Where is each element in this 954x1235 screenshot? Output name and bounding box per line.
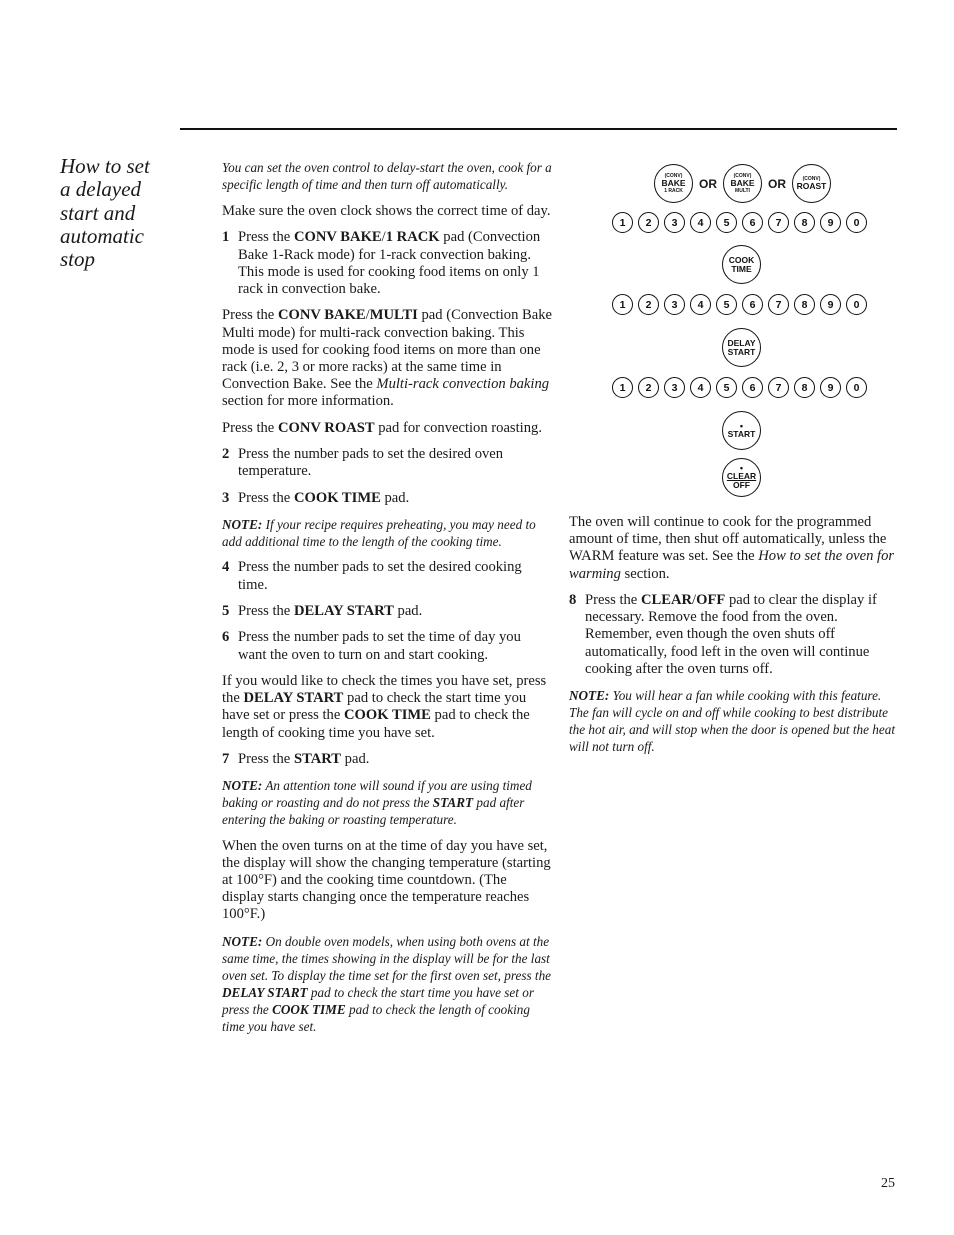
step-text: Press the number pads to set the desired oven temperature. [238,446,504,480]
heading-line: How to set [60,154,150,178]
display-text: When the oven turns on at the time of day you have set, the display will show the changing temperature (starting at 100°F) and the cooking time countdown. (The display starts changing once the temperature reaches 100°F.) [222,837,551,923]
heading-line: a delayed [60,177,142,202]
number-pad-9: 9 [820,212,841,233]
number-pad-1: 1 [612,294,633,315]
step-number: 7 [222,750,230,767]
heading-line: automatic [60,223,144,248]
continue-text: The oven will continue to cook for the programmed amount of time, then shut off automatically, unless the WARM feature was set. See the How to set the oven for warming section. [569,514,895,582]
step-number: 8 [569,592,577,608]
conv-bake-1-rack-pad: (CONV) BAKE 1 RACK [654,164,693,203]
number-pad-5: 5 [716,377,737,398]
number-pad-0: 0 [846,294,867,315]
page-number: 25 [881,1176,895,1191]
mode-pad-row [654,164,831,203]
number-pad-5: 5 [716,212,737,233]
number-pad-3: 3 [664,294,685,315]
step-2 [222,446,552,480]
number-pad-9: 9 [820,294,841,315]
note-attention-tone: NOTE: An attention tone will sound if you are using timed baking or roasting and do not press the START pad after entering the baking or roasting temperature. [222,778,532,828]
step-7 [222,751,552,768]
step-1 [222,229,552,298]
note-double-oven: NOTE: On double oven models, when using both ovens at the same time, the times showing in the display will be for the last oven set. To display the time set for the first oven set, press the DELAY START pad to check the start time you have set or press the COOK TIME pad to check the length of cooking time you have set. [222,933,552,1034]
step-text: Press the COOK TIME pad. [238,489,410,506]
right-column [569,514,899,764]
number-pad-6: 6 [742,294,763,315]
step-number: 4 [222,559,230,576]
number-pad-8: 8 [794,212,815,233]
step-number: 2 [222,446,230,463]
control-pad-illustration [612,162,872,502]
number-pad-4: 4 [690,377,711,398]
number-pad-3: 3 [664,212,685,233]
number-pad-8: 8 [794,377,815,398]
top-rule [180,128,897,130]
number-pad-1: 1 [612,377,633,398]
step-number: 1 [222,229,230,246]
number-pad-1: 1 [612,212,633,233]
intro-text: You can set the oven control to delay-start the oven, cook for a specific length of time and then turn off automatically. [222,160,552,192]
clear-off-pad: • CLEAR OFF [722,458,761,497]
step-text: Press the number pads to set the time of day you want the oven to turn on and start cooking. [238,629,521,663]
number-pad-6: 6 [742,212,763,233]
step-4 [222,559,552,593]
start-pad: • START [722,411,761,450]
step-1-multi: Press the CONV BAKE/MULTI pad (Convection Bake Multi mode) for multi-rack convection baking. This mode is used for cooking food items on more than one rack (i.e. 2, 3 or more racks) at the same time in Convection Bake. See the Multi-rack convection baking section for more information. [222,307,553,410]
step-number: 5 [222,602,230,619]
step-text: Press the START pad. [238,750,370,767]
number-pad-9: 9 [820,377,841,398]
step-1-roast: Press the CONV ROAST pad for convection roasting. [222,419,542,436]
heading-line: stop [60,247,96,272]
number-pad-6: 6 [742,377,763,398]
number-pad-3: 3 [664,377,685,398]
number-pad-2: 2 [638,294,659,315]
step-6 [222,629,552,663]
number-pad-7: 7 [768,377,789,398]
number-pad-8: 8 [794,294,815,315]
note-fan: NOTE: You will hear a fan while cooking with this feature. The fan will cycle on and off while cooking to best distribute the hot air, and will stop when the door is opened but the heat will not turn off. [569,688,896,755]
left-column [222,160,552,1044]
step-number: 3 [222,489,230,506]
conv-bake-multi-pad: (CONV) BAKE MULTI [723,164,762,203]
step-text: Press the CLEAR/OFF pad to clear the display if necessary. Remove the food from the oven. Remember, even though the oven shuts off automatically, food left in the oven will continue cooking after the oven turns off. [585,592,877,677]
or-label: OR [699,176,717,191]
note-preheat: NOTE: If your recipe requires preheating, you may need to add additional time to the length of the cooking time. [222,517,536,550]
number-pad-2: 2 [638,377,659,398]
heading-line: start and [60,200,136,225]
number-pad-2: 2 [638,212,659,233]
step-3 [222,490,552,507]
step-number: 6 [222,629,230,646]
clock-instruction: Make sure the oven clock shows the correct time of day. [222,203,551,219]
number-pad-0: 0 [846,377,867,398]
or-label: OR [768,176,786,191]
delay-start-pad: DELAY START [722,328,761,367]
number-pad-row [612,294,872,315]
number-pad-4: 4 [690,294,711,315]
number-pad-row [612,212,872,233]
conv-roast-pad: (CONV) ROAST [792,164,831,203]
number-pad-7: 7 [768,212,789,233]
cook-time-pad: COOK TIME [722,245,761,284]
number-pad-5: 5 [716,294,737,315]
step-5 [222,603,552,620]
number-pad-7: 7 [768,294,789,315]
step-8 [569,592,899,678]
step-text: Press the CONV BAKE/1 RACK pad (Convection Bake 1-Rack mode) for 1-rack convection baking. This mode is used for cooking food items on only 1 rack in convection bake. [238,229,541,297]
check-times-text: If you would like to check the times you have set, press the DELAY START pad to check the start time you have set or press the COOK TIME pad to check the length of cooking time you have set. [222,672,547,741]
section-heading [60,155,190,271]
number-pad-0: 0 [846,212,867,233]
number-pad-row [612,377,872,398]
number-pad-4: 4 [690,212,711,233]
step-text: Press the number pads to set the desired cooking time. [238,559,522,593]
step-text: Press the DELAY START pad. [238,602,423,619]
